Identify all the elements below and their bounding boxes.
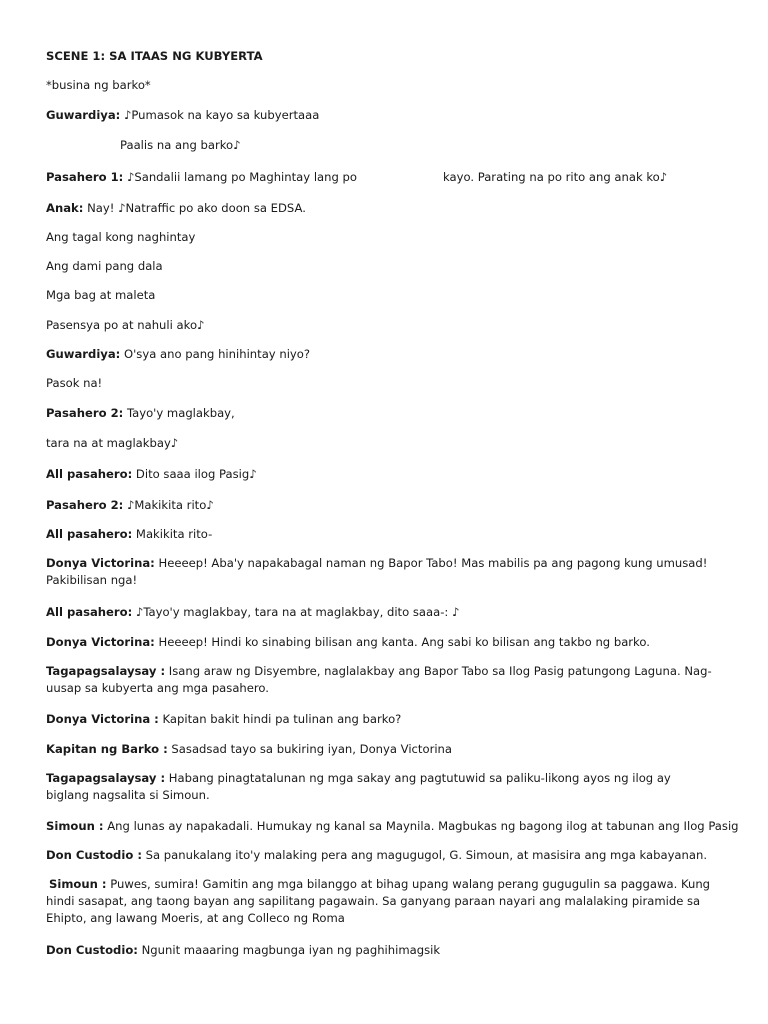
line-text: Ngunit maaaring magbunga iyan ng paghihimagsik <box>137 943 441 957</box>
dialogue-line <box>46 876 714 927</box>
dialogue-line <box>46 819 739 833</box>
line-text: O'sya ano pang hinihintay niyo? <box>120 347 311 361</box>
line-text: tara na at maglakbay♪ <box>46 436 179 450</box>
dialogue-line <box>46 498 214 512</box>
speaker: Pasahero 2: <box>46 406 124 420</box>
speaker: Donya Victorina: <box>46 635 155 649</box>
dialogue-line <box>46 712 401 726</box>
speaker: All pasahero: <box>46 467 133 481</box>
speaker: Guwardiya: <box>46 347 121 361</box>
line-text: Puwes, sumira! Gamitin ang mga bilanggo at bihag upang walang perang gugugulin sa paggawa. Kung hindi sasapat, ang taong bayan ang sapilitang pagawain. Sa ganyang paraan nayari ang malalaking piramide sa Ehipto, ang lawang Moeris, at ang Colleco ng Roma <box>46 877 711 925</box>
line-text-continued: kayo. Parating na po rito ang anak ko♪ <box>443 170 668 184</box>
dialogue-line <box>46 201 306 215</box>
line-text: Pasok na! <box>46 376 103 390</box>
dialogue-line <box>46 742 452 756</box>
dialogue-line <box>46 318 204 332</box>
dialogue-line <box>46 436 178 450</box>
line-text: Ang lunas ay napakadali. Humukay ng kanal sa Maynila. Magbukas ng bagong ilog at tabunan ang Ilog Pasig <box>103 819 739 833</box>
dialogue-line <box>46 605 459 619</box>
dialogue-line <box>46 527 212 541</box>
dialogue-line <box>46 848 707 862</box>
line-text: Heeeep! Hindi ko sinabing bilisan ang kanta. Ang sabi ko bilisan ang takbo ng barko. <box>154 635 650 649</box>
line-text: Dito saaa ilog Pasig♪ <box>132 467 257 481</box>
dialogue-line <box>46 288 155 302</box>
line-text: Sasadsad tayo sa bukiring iyan, Donya Victorina <box>167 742 453 756</box>
line-text: Ang tagal kong naghintay <box>46 230 196 244</box>
speaker: All pasahero: <box>46 527 133 541</box>
speaker: Anak: <box>46 201 84 215</box>
line-text: ♪Makikita rito♪ <box>123 498 214 512</box>
dialogue-line <box>46 663 714 697</box>
line-text: ♪Pumasok na kayo sa kubyertaaa <box>120 108 320 122</box>
line-text: Makikita rito- <box>132 527 213 541</box>
line-text: ♪Sandalii lamang po Maghintay lang po <box>123 170 357 184</box>
line-text: ♪Tayo'y maglakbay, tara na at maglakbay, dito saaa-: ♪ <box>132 605 460 619</box>
line-text: Tayo'y maglakbay, <box>123 406 235 420</box>
line-text: Mga bag at maleta <box>46 288 156 302</box>
speaker: Tagapagsalaysay : <box>46 771 166 785</box>
line-text: Sa panukalang ito'y malaking pera ang magugugol, G. Simoun, at masisira ang mga kabayanan. <box>141 848 708 862</box>
dialogue-line <box>46 555 714 589</box>
dialogue-line <box>46 230 195 244</box>
stage-direction <box>46 78 151 92</box>
dialogue-line <box>46 467 257 481</box>
dialogue-line <box>46 406 235 420</box>
line-text: Isang araw ng Disyembre, naglalakbay ang Bapor Tabo sa Ilog Pasig patungong Laguna. Nag-uusap sa kubyerta ang mga pasahero. <box>46 664 712 695</box>
speaker: Don Custodio: <box>46 943 138 957</box>
speaker: Donya Victorina: <box>46 556 155 570</box>
line-text: Nay! ♪Natraffic po ako doon sa EDSA. <box>83 201 306 215</box>
speaker: Pasahero 1: <box>46 170 124 184</box>
dialogue-line <box>120 138 241 152</box>
line-text: Habang pinagtatalunan ng mga sakay ang pagtutuwid sa paliku-likong ayos ng ilog ay biglang nagsalita si Simoun. <box>46 771 671 802</box>
line-text: Kapitan bakit hindi pa tulinan ang barko? <box>158 712 402 726</box>
dialogue-line <box>46 376 102 390</box>
speaker: Tagapagsalaysay : <box>46 664 166 678</box>
line-text: Pasensya po at nahuli ako♪ <box>46 318 205 332</box>
dialogue-line <box>46 943 440 957</box>
dialogue-line <box>46 108 319 122</box>
dialogue-line <box>46 770 714 804</box>
dialogue-line <box>46 635 650 649</box>
speaker: Pasahero 2: <box>46 498 124 512</box>
speaker: Don Custodio : <box>46 848 142 862</box>
speaker: Kapitan ng Barko : <box>46 742 168 756</box>
dialogue-line <box>46 347 310 361</box>
line-text: Paalis na ang barko♪ <box>120 138 241 152</box>
line-text: Heeeep! Aba'y napakabagal naman ng Bapor Tabo! Mas mabilis pa ang pagong kung umusad! Pakibilisan nga! <box>46 556 708 587</box>
speaker: Guwardiya: <box>46 108 121 122</box>
line-text: Ang dami pang dala <box>46 259 163 273</box>
scene-title: SCENE 1: SA ITAAS NG KUBYERTA <box>46 49 263 63</box>
line-text: *busina ng barko* <box>46 78 151 92</box>
speaker: All pasahero: <box>46 605 133 619</box>
speaker: Simoun : <box>46 819 104 833</box>
dialogue-line <box>46 170 667 184</box>
dialogue-line <box>46 259 163 273</box>
speaker: Donya Victorina : <box>46 712 159 726</box>
speaker: Simoun : <box>49 877 107 891</box>
